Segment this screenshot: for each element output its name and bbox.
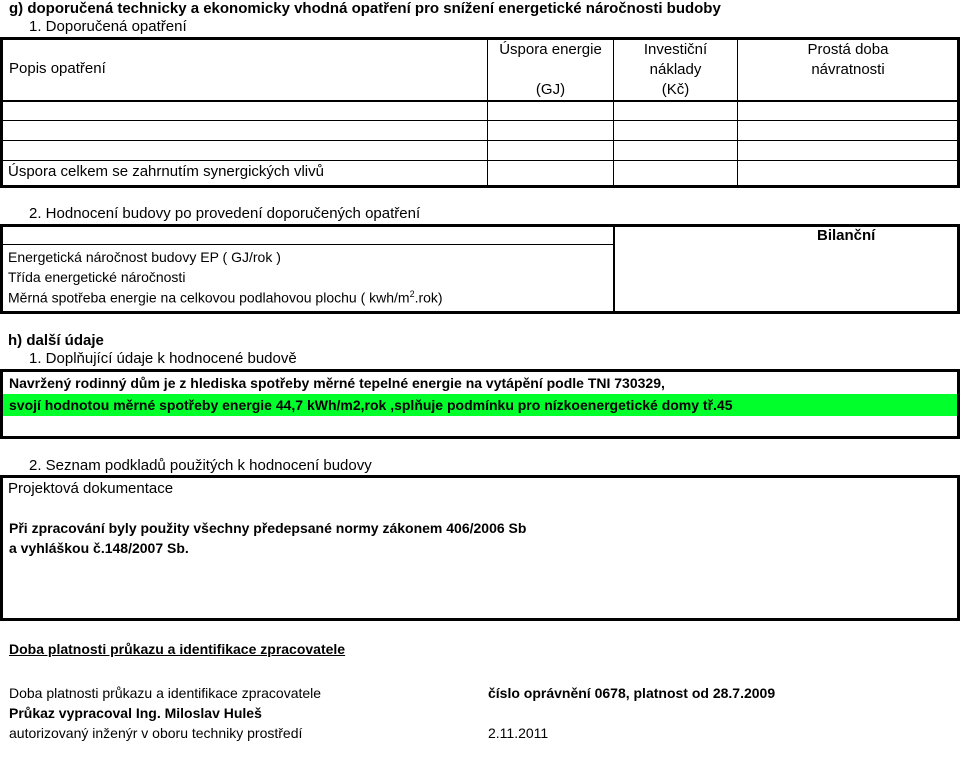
supplementary-line-1: Navržený rodinný dům je z hlediska spotřeby měrné tepelné energie na vytápění podle TNI 730329, [9,375,665,391]
table-divider [487,38,488,186]
col-uspora-header: Úspora energie [499,41,602,58]
documents-line-2: Při zpracování byly použity všechny předepsané normy zákonem 406/2006 Sb [9,520,527,536]
section-h-sub2: 2. Seznam podkladů použitých k hodnocení budovy [29,457,372,474]
bilancni-label: Bilanční [817,227,876,244]
documents-line-1: Projektová dokumentace [8,480,174,497]
issue-date: 2.11.2011 [488,725,549,741]
eval-row-specific-sup: 2 [409,289,415,299]
col-navrat-header: Prostá doba [807,41,889,58]
eval-divider [613,226,615,312]
table-row-divider [2,140,958,141]
section-g-sub1: 1. Doporučená opatření [29,18,187,35]
section-h-heading: h) další údaje [8,332,104,349]
col-navrat-header-2: návratnosti [811,61,885,78]
validity-row1-left: Doba platnosti průkazu a identifikace zpracovatele [9,685,322,701]
validity-heading: Doba platnosti průkazu a identifikace zpracovatele [9,641,346,657]
eval-row-specific [8,289,443,306]
col-invest-header-2: náklady [649,61,702,78]
col-uspora-unit: (GJ) [535,81,566,98]
table-header-divider [2,100,958,102]
supplementary-line-2: svojí hodnotou měrné spotřeby energie 44,7 kWh/m2,rok ,splňuje podmínku pro nízkoenergetické domy tř.45 [9,397,733,413]
table-row-divider [2,160,958,161]
license-number: číslo oprávnění 0678, platnost od 28.7.2009 [488,685,776,701]
col-invest-header: Investiční [643,41,708,58]
eval-row-specific-text: Měrná spotřeba energie na celkovou podlahovou plochu ( kwh/m [8,289,410,306]
col-invest-unit: (Kč) [661,81,690,98]
section-g-sub2: 2. Hodnocení budovy po provedení doporučených opatření [29,205,421,222]
col-popis-header: Popis opatření [9,60,106,77]
prepared-by: Průkaz vypracoval Ing. Miloslav Huleš [9,705,262,721]
eval-row-divider [2,244,614,245]
eval-row-class: Třída energetické náročnosti [8,269,186,285]
table-row-divider [2,120,958,121]
total-savings-label: Úspora celkem se zahrnutím synergických vlivů [8,163,324,180]
section-g-heading: g) doporučená technicky a ekonomicky vhodná opatření pro snížení energetické náročnosti budoby [9,0,721,17]
eval-row-specific-unit: .rok) [414,289,443,306]
engineer-title: autorizovaný inženýr v oboru techniky prostředí [9,725,303,741]
section-h-sub1: 1. Doplňující údaje k hodnocené budově [29,350,297,367]
eval-row-ep: Energetická náročnost budovy EP ( GJ/rok ) [8,249,281,265]
documents-line-3: a vyhláškou č.148/2007 Sb. [9,540,189,556]
